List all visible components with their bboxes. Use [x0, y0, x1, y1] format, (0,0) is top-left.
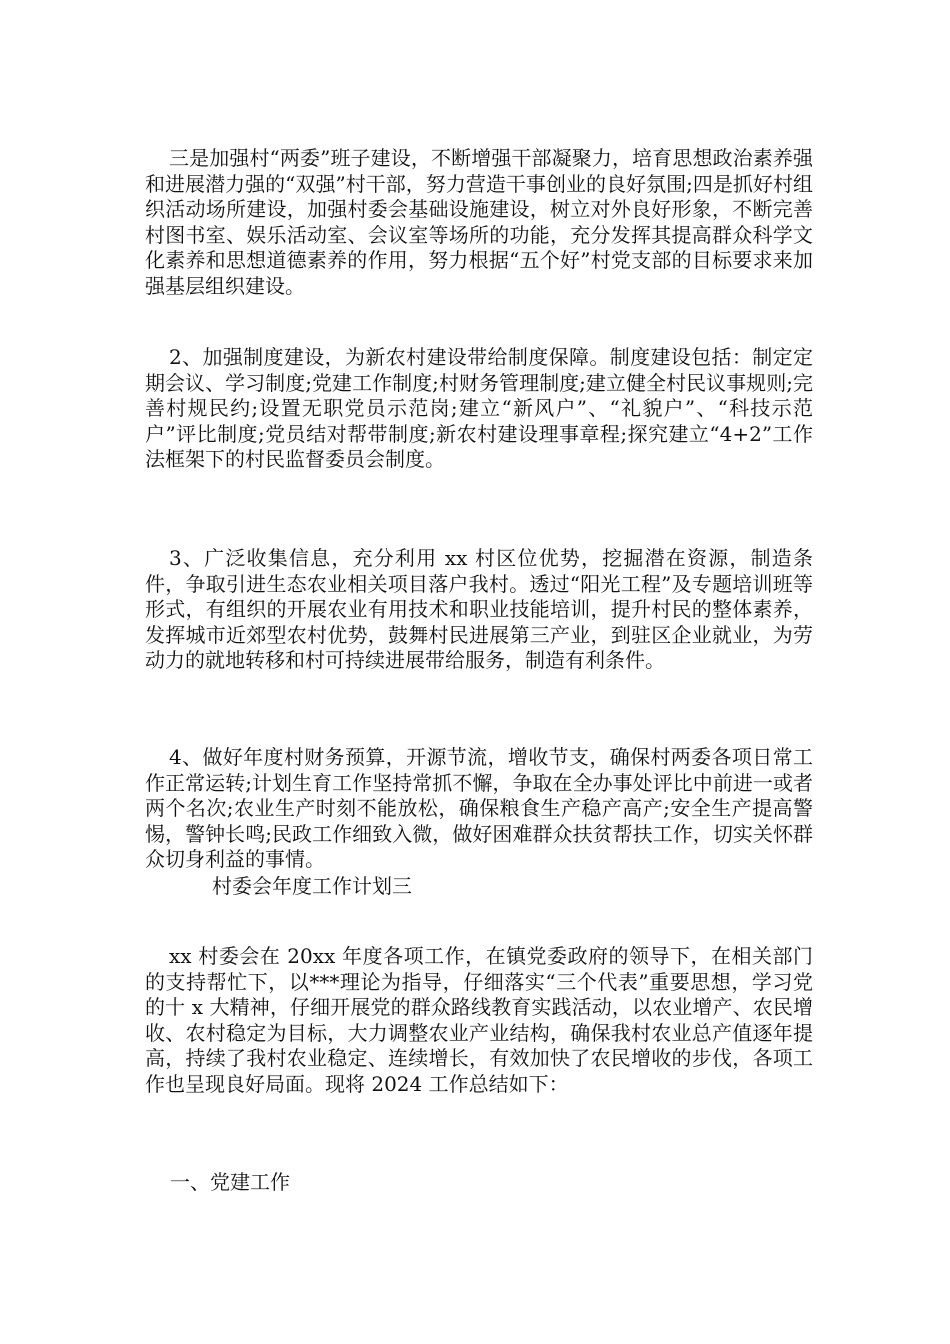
paragraph-annual-summary: xx 村委会在 20xx 年度各项工作，在镇党委政府的领导下，在相关部门的支持帮忙下，以***理论为指导，仔细落实“三个代表”重要思想，学习党的十 x 大精神，仔细开展党的群众路线教育实践活动，以农业增产、农民增收、农村稳定为目标，大力调整农业产业结构，确保我村农业总产值逐年提高，持续了我村农业稳定、连续增长，有效加快了农民增收的步伐，各项工作也呈现良好局面。现将 2024 工作总结如下： — [145, 944, 813, 1096]
paragraph-system-building: 2、加强制度建设，为新农村建设带给制度保障。制度建设包括：制定定期会议、学习制度;党建工作制度;村财务管理制度;建立健全村民议事规则;完善村规民约;设置无职党员示范岗;建立“新风户”、“礼貌户”、“科技示范户”评比制度;党员结对帮带制度;新农村建设理事章程;探究建立“4+2”工作法框架下的村民监督委员会制度。 — [145, 345, 813, 471]
paragraph-financial-budget: 4、做好年度村财务预算，开源节流，增收节支，确保村两委各项日常工作正常运转;计划生育工作坚持常抓不懈，争取在全办事处评比中前进一或者两个名次;农业生产时刻不能放松，确保粮食生产稳产高产;安全生产提高警惕，警钟长鸣;民政工作细致入微，做好困难群众扶贫帮扶工作，切实关怀群众切身利益的事情。 — [145, 745, 813, 871]
heading-party-building: 一、党建工作 — [170, 1170, 290, 1194]
paragraph-two-committees: 三是加强村“两委”班子建设，不断增强干部凝聚力，培育思想政治素养强和进展潜力强的“双强”村干部，努力营造干事创业的良好氛围;四是抓好村组织活动场所建设，加强村委会基础设施建设，树立对外良好形象，不断完善村图书室、娱乐活动室、会议室等场所的功能，充分发挥其提高群众科学文化素养和思想道德素养的作用，努力根据“五个好”村党支部的目标要求来加强基层组织建设。 — [145, 146, 813, 298]
section-title: 村委会年度工作计划三 — [212, 874, 412, 898]
paragraph-information-collection: 3、广泛收集信息，充分利用 xx 村区位优势，挖掘潜在资源，制造条件，争取引进生态农业相关项目落户我村。透过“阳光工程”及专题培训班等形式，有组织的开展农业有用技术和职业技能培训，提升村民的整体素养，发挥城市近郊型农村优势，鼓舞村民进展第三产业，到驻区企业就业，为劳动力的就地转移和村可持续进展带给服务，制造有利条件。 — [145, 546, 813, 672]
